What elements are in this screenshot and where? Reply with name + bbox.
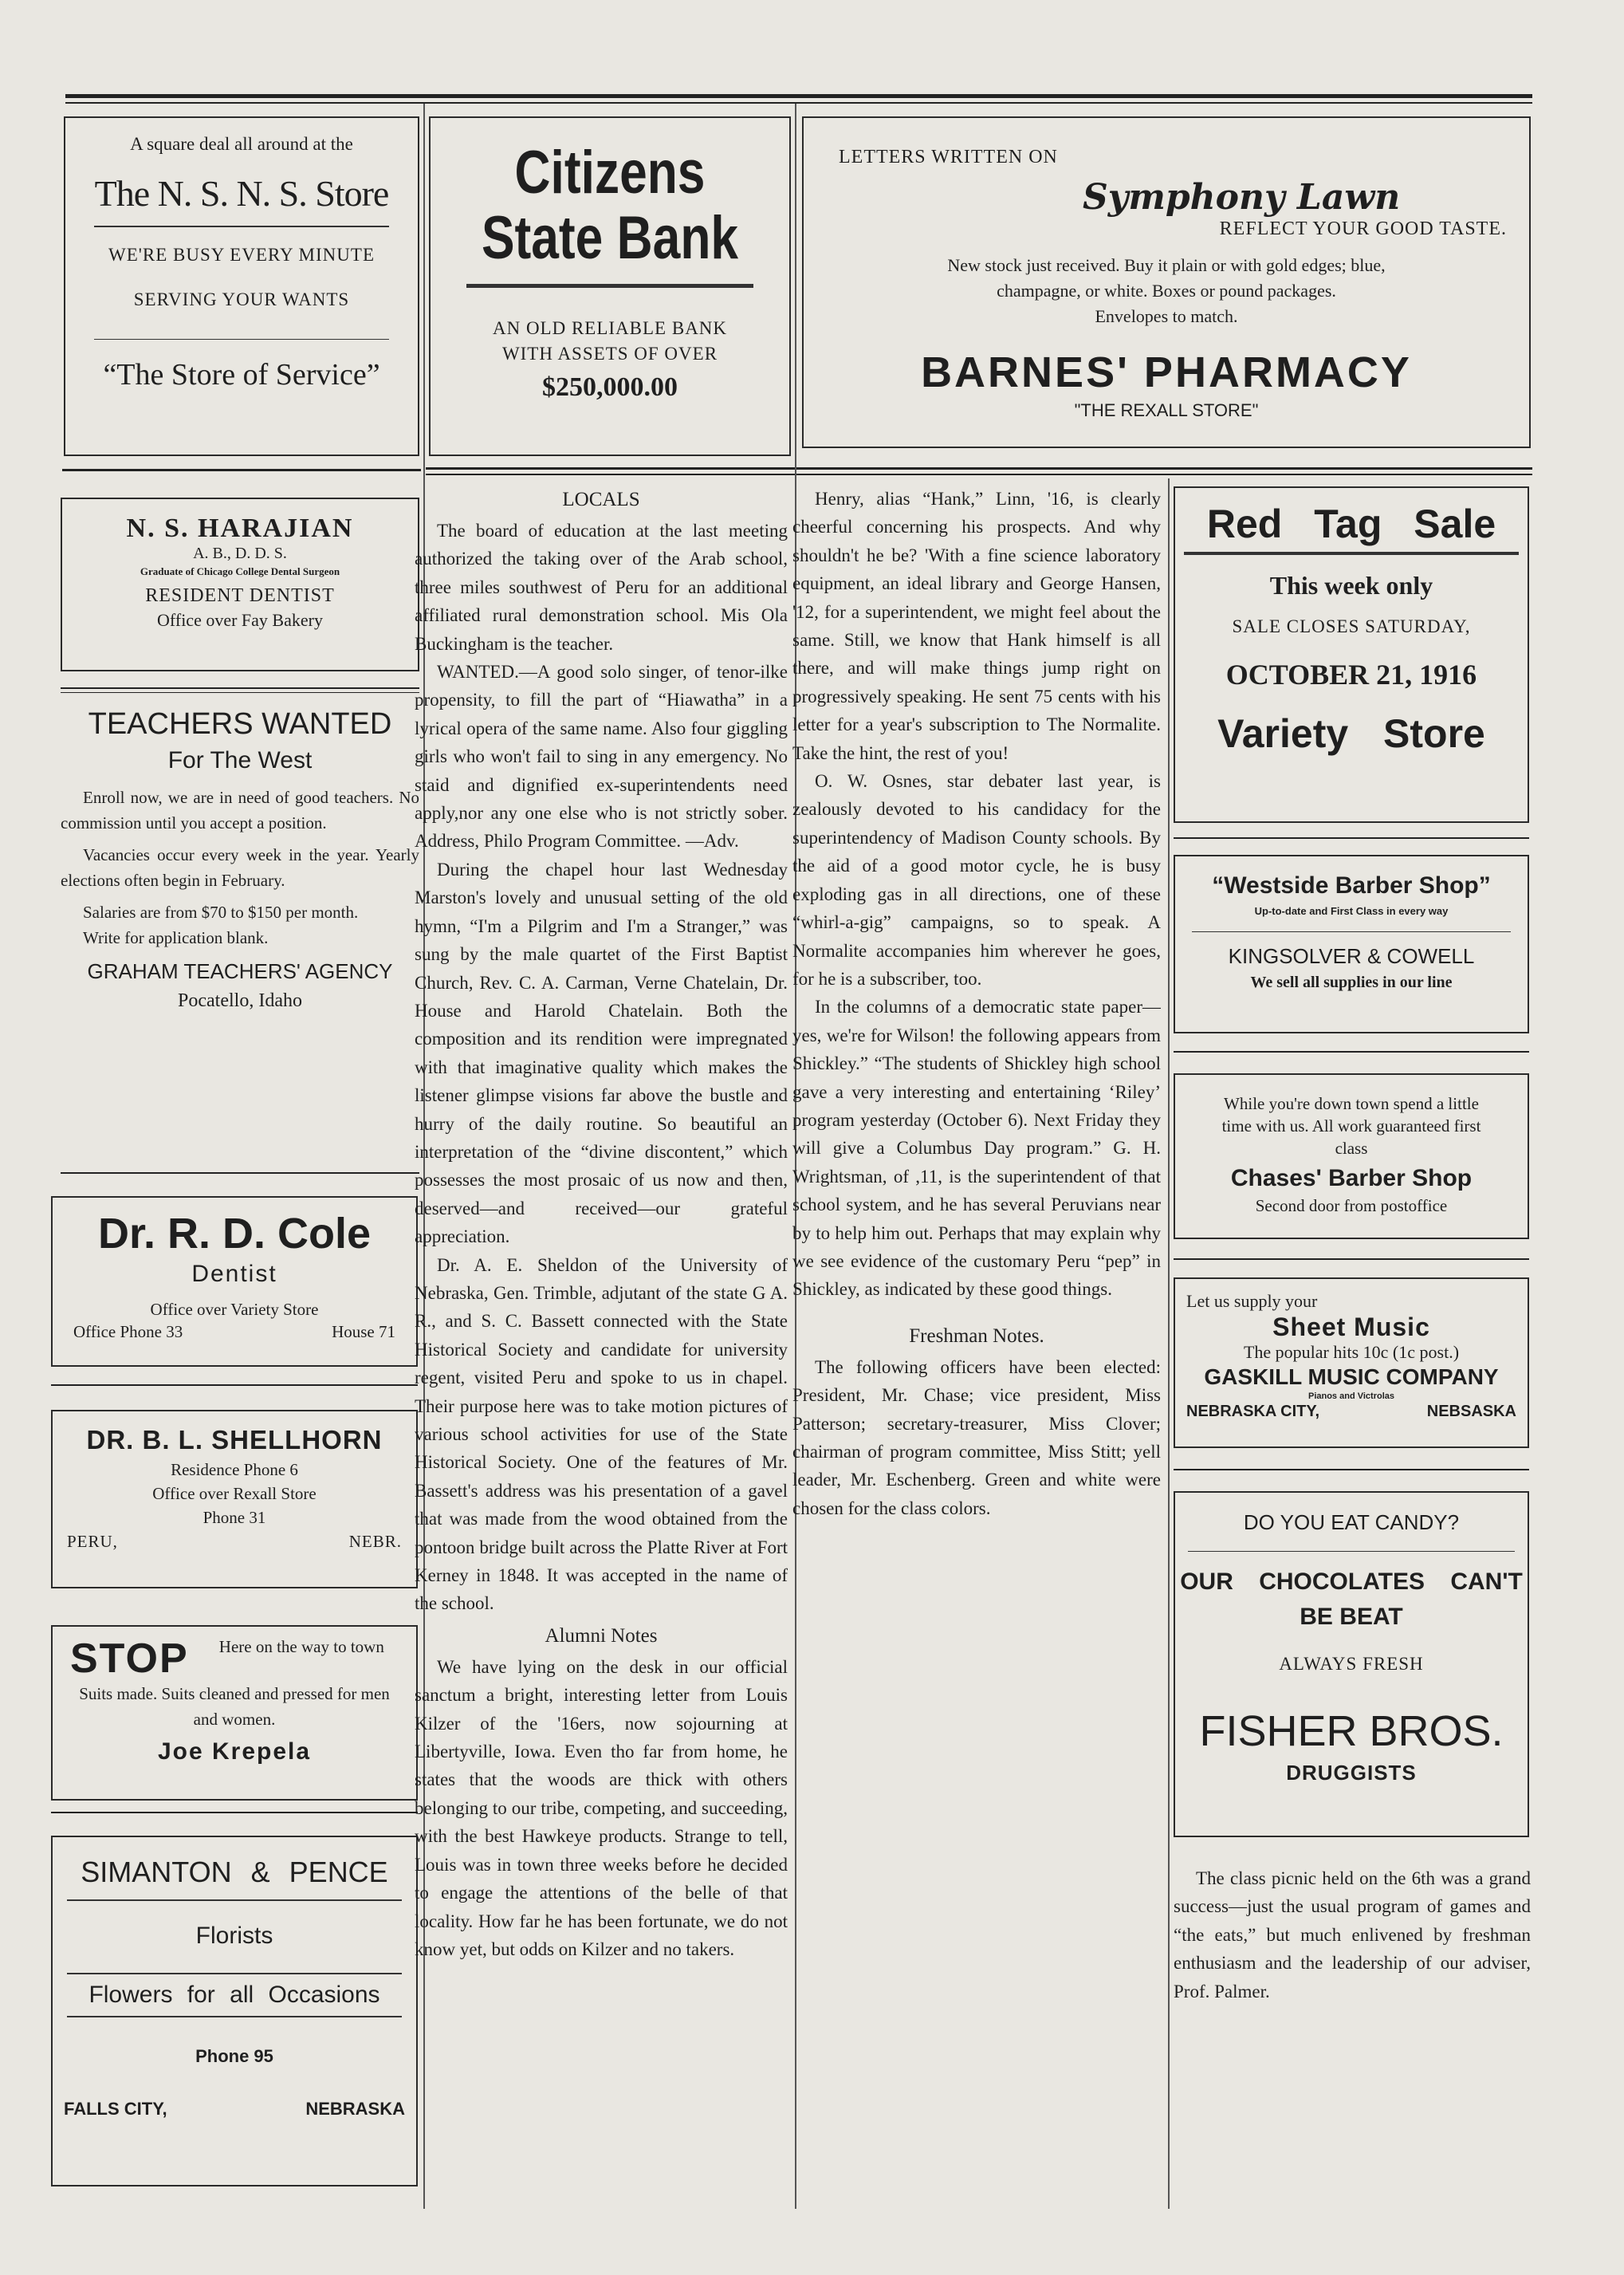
store-name: The N. S. N. S. Store [94, 173, 389, 214]
shellhorn-name: DR. B. L. SHELLHORN [86, 1425, 383, 1454]
harajian-grad: Graduate of Chicago College Dental Surgeon [140, 565, 340, 577]
teachers-p2: Vacancies occur every week in the year. Yearly elections often begin in February. [61, 845, 419, 890]
chase-ad [1174, 1073, 1529, 1239]
shellhorn-office: Office over Rexall Store [152, 1484, 317, 1503]
alumni-heading: Alumni Notes [545, 1624, 658, 1647]
music-sub: Pianos and Victrolas [1307, 1391, 1394, 1401]
krepela-side: Here on the way to town [218, 1637, 384, 1656]
candy-name: FISHER BROS. [1199, 1707, 1504, 1755]
cole-phones [53, 1321, 416, 1343]
store-divider-2 [94, 339, 389, 340]
pharmacy-name: BARNES' PHARMACY [921, 348, 1412, 396]
locals-heading: LOCALS [562, 489, 640, 510]
red-tag-divider [1184, 552, 1519, 555]
candy-q: DO YOU EAT CANDY? [1243, 1510, 1460, 1534]
pharmacy-line2: REFLECT YOUR GOOD TASTE. [1219, 218, 1507, 239]
teachers-city: Pocatello, Idaho [178, 990, 302, 1011]
music-title: Sheet Music [1272, 1313, 1430, 1341]
cole-office-phone: Office Phone 33 [73, 1322, 183, 1341]
alumni-column [792, 485, 1161, 2177]
florist-state: NEBRASKA [305, 2099, 405, 2119]
red-tag-store: Variety Store [1217, 711, 1485, 756]
florist-name: SIMANTON & PENCE [81, 1856, 388, 1888]
candy-ad [1174, 1491, 1529, 1837]
alumni-p3: O. W. Osnes, star debater last year, is zealously devoted to his candidacy for the superintendency of Madison County schools. By the aid of a good motor cycle, he is busy exploding gas in all directions, one of these “whirl-a-gig” campaigns, so to speak. A Normalite accompanies him wherever he goes, for he is a subscriber, too. [792, 771, 1161, 989]
chase-name: Chases' Barber Shop [1230, 1165, 1473, 1191]
red-tag-date: OCTOBER 21, 1916 [1225, 659, 1477, 691]
red-tag-title: Red Tag Sale [1206, 502, 1496, 546]
chase-body: While you're down town spend a little time with us. All work guaranteed first class [1221, 1094, 1481, 1158]
florist-line: Flowers for all Occasions [88, 1982, 380, 2008]
store-tagline: A square deal all around at the [130, 134, 353, 154]
florist-divider-3 [67, 2016, 402, 2017]
locals-p1: The board of education at the last meeting authorized the taking over of the Arab school, three miles southwest of Peru for an additional affiliated rural demonstration school. Mis Ola Buckingham is the teacher. [415, 521, 788, 654]
florist-divider-2 [67, 1973, 402, 1974]
candy-line1: OUR CHOCOLATES CAN'T [1180, 1568, 1523, 1595]
pharmacy-body2: champagne, or white. Boxes or pound packages. [997, 281, 1336, 301]
westside-line: We sell all supplies in our line [1250, 974, 1453, 991]
shellhorn-city: PERU, [67, 1532, 118, 1551]
store-line1: WE'RE BUSY EVERY MINUTE [108, 245, 375, 265]
bank-divider [466, 284, 753, 288]
westside-name: “Westside Barber Shop” [1212, 872, 1491, 899]
teachers-p1: Enroll now, we are in need of good teachers. No commission until you accept a position. [61, 788, 419, 832]
mid-rule-2 [426, 474, 1532, 475]
freshman-p2: The class picnic held on the 6th was a grand success—just the usual program of games and “the eats,” but much enlivened by freshman enthusiasm and the leadership of our adviser, Prof. Palmer. [1174, 1868, 1531, 2001]
teachers-p4: Write for application blank. [83, 928, 269, 947]
rule-left-2 [61, 1172, 419, 1174]
pharmacy-body1: New stock just received. Buy it plain or with gold edges; blue, [947, 255, 1386, 275]
candy-sub: DRUGGISTS [1286, 1761, 1417, 1785]
shellhorn-residence: Residence Phone 6 [171, 1460, 298, 1479]
krepela-stop: STOP [70, 1635, 189, 1682]
locals-p3: During the chapel hour last Wednesday Marston's lovely and unusual setting of the old hymn, “I'm a Pilgrim and I'm a Stranger,” was sung by the male quartet of the First Baptist Church, Rev. C. A. Carman, Verne Chatelain, Dr. House and Harold Chatelain. Both the composition and its rendition were impregnated with that imaginative quality which makes the listener glimpse visions far above the bustle and hurry of the daily routine. So beautiful an interpretation of the “divine discontent,” which possesses the most prosaic of us now and then, deserved—and received—our grateful appreciation. [415, 859, 788, 1247]
krepela-name: Joe Krepela [157, 1738, 312, 1765]
music-intro: Let us supply your [1186, 1291, 1318, 1311]
locals-p2: WANTED.—A good solo singer, of tenor-ilke propensity, to fill the part of “Hiawatha” in a lyrical opera of the same name. Also four giggling girls who won't fail to sing in any emergency. No staid and dignified ex-superintendents need apply,nor any one else who is not strictly sober. Address, Philo Program Committee. —Adv. [415, 662, 788, 852]
harajian-name: N. S. HARAJIAN [126, 514, 354, 543]
florist-phone: Phone 95 [195, 2046, 273, 2066]
pharmacy-body3: Envelopes to match. [1095, 306, 1238, 326]
red-tag-ad [1174, 486, 1529, 823]
shellhorn-phone: Phone 31 [203, 1508, 266, 1527]
florist-city: FALLS CITY, [64, 2099, 167, 2119]
shellhorn-ad [51, 1410, 418, 1588]
pharmacy-tag: "THE REXALL STORE" [1074, 400, 1259, 420]
store-ad [64, 116, 419, 456]
music-line: The popular hits 10c (1c post.) [1243, 1342, 1460, 1362]
florist-type: Florists [195, 1923, 273, 1949]
harajian-title: RESIDENT DENTIST [145, 585, 335, 606]
rule-left-1b [61, 692, 419, 693]
music-location [1175, 1402, 1528, 1421]
krepela-top [53, 1627, 416, 1681]
rule-right-3 [1174, 1258, 1529, 1260]
candy-fresh: ALWAYS FRESH [1279, 1654, 1424, 1674]
candy-divider [1188, 1551, 1515, 1552]
teachers-title: TEACHERS WANTED [88, 707, 392, 741]
mid-rule [426, 467, 1532, 470]
col1-rule-top [62, 469, 421, 471]
cole-name: Dr. R. D. Cole [97, 1210, 372, 1258]
rule-right-1 [1174, 837, 1529, 839]
bank-ad [429, 116, 791, 456]
bank-line2: WITH ASSETS OF OVER [501, 344, 718, 364]
chase-loc: Second door from postoffice [1255, 1196, 1448, 1215]
shellhorn-state: NEBR. [348, 1532, 402, 1551]
teachers-agency: GRAHAM TEACHERS' AGENCY [87, 959, 393, 983]
teachers-p3: Salaries are from $70 to $150 per month. [83, 903, 359, 922]
bank-name-2: State Bank [481, 204, 739, 272]
pharmacy-ad [802, 116, 1531, 448]
music-state: NEBSASKA [1426, 1403, 1516, 1420]
westside-divider [1192, 931, 1511, 932]
rule-right-4 [1174, 1469, 1529, 1470]
pharmacy-brand: Symphony Lawn [1083, 177, 1401, 218]
teachers-subtitle: For The West [167, 747, 313, 773]
harajian-office: Office over Fay Bakery [157, 610, 323, 630]
florist-location [53, 2099, 416, 2120]
cole-office: Office over Variety Store [150, 1300, 319, 1319]
alumni-p4: In the columns of a democratic state paper—yes, we're for Wilson! the following appears from Shickley.” “The students of Shickley high school gave a very interesting and entertaining ‘Riley’ program yesterday (October 6). Next Friday they will give a Columbus Day program.” G. H. Wrightsman, of ,11, is the superintendent of that school system, and he has several Peruvians near by to help him out. Perhaps that may explain why we see evidence of the customary Peru “pep” in Shickley, as indicated by these good things. [792, 997, 1161, 1300]
top-rule [65, 94, 1532, 98]
florist-ad [51, 1836, 418, 2186]
bank-name-1: Citizens [514, 139, 706, 207]
rule-left-4 [51, 1812, 418, 1813]
westside-owners: KINGSOLVER & COWELL [1228, 944, 1475, 968]
red-tag-line2: SALE CLOSES SATURDAY, [1232, 616, 1471, 636]
rule-left-1 [61, 687, 419, 689]
music-company: GASKILL MUSIC COMPANY [1204, 1364, 1499, 1389]
teachers-ad [61, 705, 419, 1164]
rule-right-2 [1174, 1051, 1529, 1053]
cole-title: Dentist [191, 1261, 277, 1287]
alumni-p1-col2: We have lying on the desk in our official sanctum a bright, interesting letter from Louis Kilzer of the '16ers, now sojourning at Libertyville, Iowa. Even tho far from home, he states that the woods are thick with others belonging to our tribe, competing, and succeeding, with the best Hawkeye products. Strange to tell, Louis was in town three weeks before he decided to engage the attentions of the belle of that locality. How far he has been fortunate, we do not know yet, but odds on Kilzer and no takers. [415, 1656, 788, 1959]
harajian-degrees: A. B., D. D. S. [193, 545, 287, 562]
rule-left-3 [51, 1384, 418, 1386]
music-ad [1174, 1277, 1529, 1448]
pharmacy-line1: LETTERS WRITTEN ON [839, 147, 1058, 167]
florist-divider [67, 1899, 402, 1901]
bank-amount: $250,000.00 [542, 372, 678, 402]
col-sep-3 [1168, 478, 1170, 2209]
bank-line1: AN OLD RELIABLE BANK [492, 318, 728, 338]
harajian-ad [61, 498, 419, 671]
krepela-ad [51, 1625, 418, 1801]
store-slogan: “The Store of Service” [103, 358, 380, 392]
locals-p4: Dr. A. E. Sheldon of the University of Nebraska, Gen. Trimble, adjutant of the state G A. R., and S. C. Bassett connected with the State Historical Society and candidate for university regent, visited Peru and spoke to us in chapel. Their purpose here was to take motion pictures of various school activities for use of the State Historical Society. One of the features of Mr. Bassett's address was his presentation of a gavel that was made from the wood obtained from the pontoon bridge built across the Platte River at Fort Kerney in 1848. It was accepted in the name of the school. [415, 1254, 788, 1614]
locals-column [415, 482, 788, 2233]
krepela-body: Suits made. Suits cleaned and pressed for men and women. [79, 1684, 390, 1729]
freshman-heading: Freshman Notes. [909, 1324, 1044, 1347]
red-tag-line1: This week only [1269, 571, 1433, 600]
top-rule-thin [65, 102, 1532, 104]
freshman-continued [1174, 1864, 1531, 2167]
alumni-p2: Henry, alias “Hank,” Linn, '16, is clearly cheerful concerning his prospects. And why shouldn't he be? 'With a fine science laboratory equipment, an ideal library and George Hansen, '12, for a superintendent, we might feel about the same. Still, we know that Hank himself is all there, and will make things jump right on progressively speaking. He sent 75 cents with his letter for a year's subscription to The Normalite. Take the hint, the rest of you! [792, 489, 1161, 763]
music-city: NEBRASKA CITY, [1186, 1403, 1320, 1420]
freshman-p1: The following officers have been elected: President, Mr. Chase; vice president, Miss Patterson; secretary-treasurer, Miss Clover; chairman of program committee, Miss Stitt; yell leader, Mr. Eschenberg. Green and white were chosen for the class colors. [792, 1356, 1161, 1518]
store-divider [94, 226, 389, 227]
westside-ad [1174, 855, 1529, 1033]
westside-tag: Up-to-date and First Class in every way [1254, 905, 1449, 917]
cole-ad [51, 1196, 418, 1367]
shellhorn-location [53, 1529, 416, 1553]
candy-line2: BE BEAT [1300, 1604, 1403, 1630]
store-line2: SERVING YOUR WANTS [133, 289, 350, 309]
cole-house-phone: House 71 [332, 1322, 395, 1341]
